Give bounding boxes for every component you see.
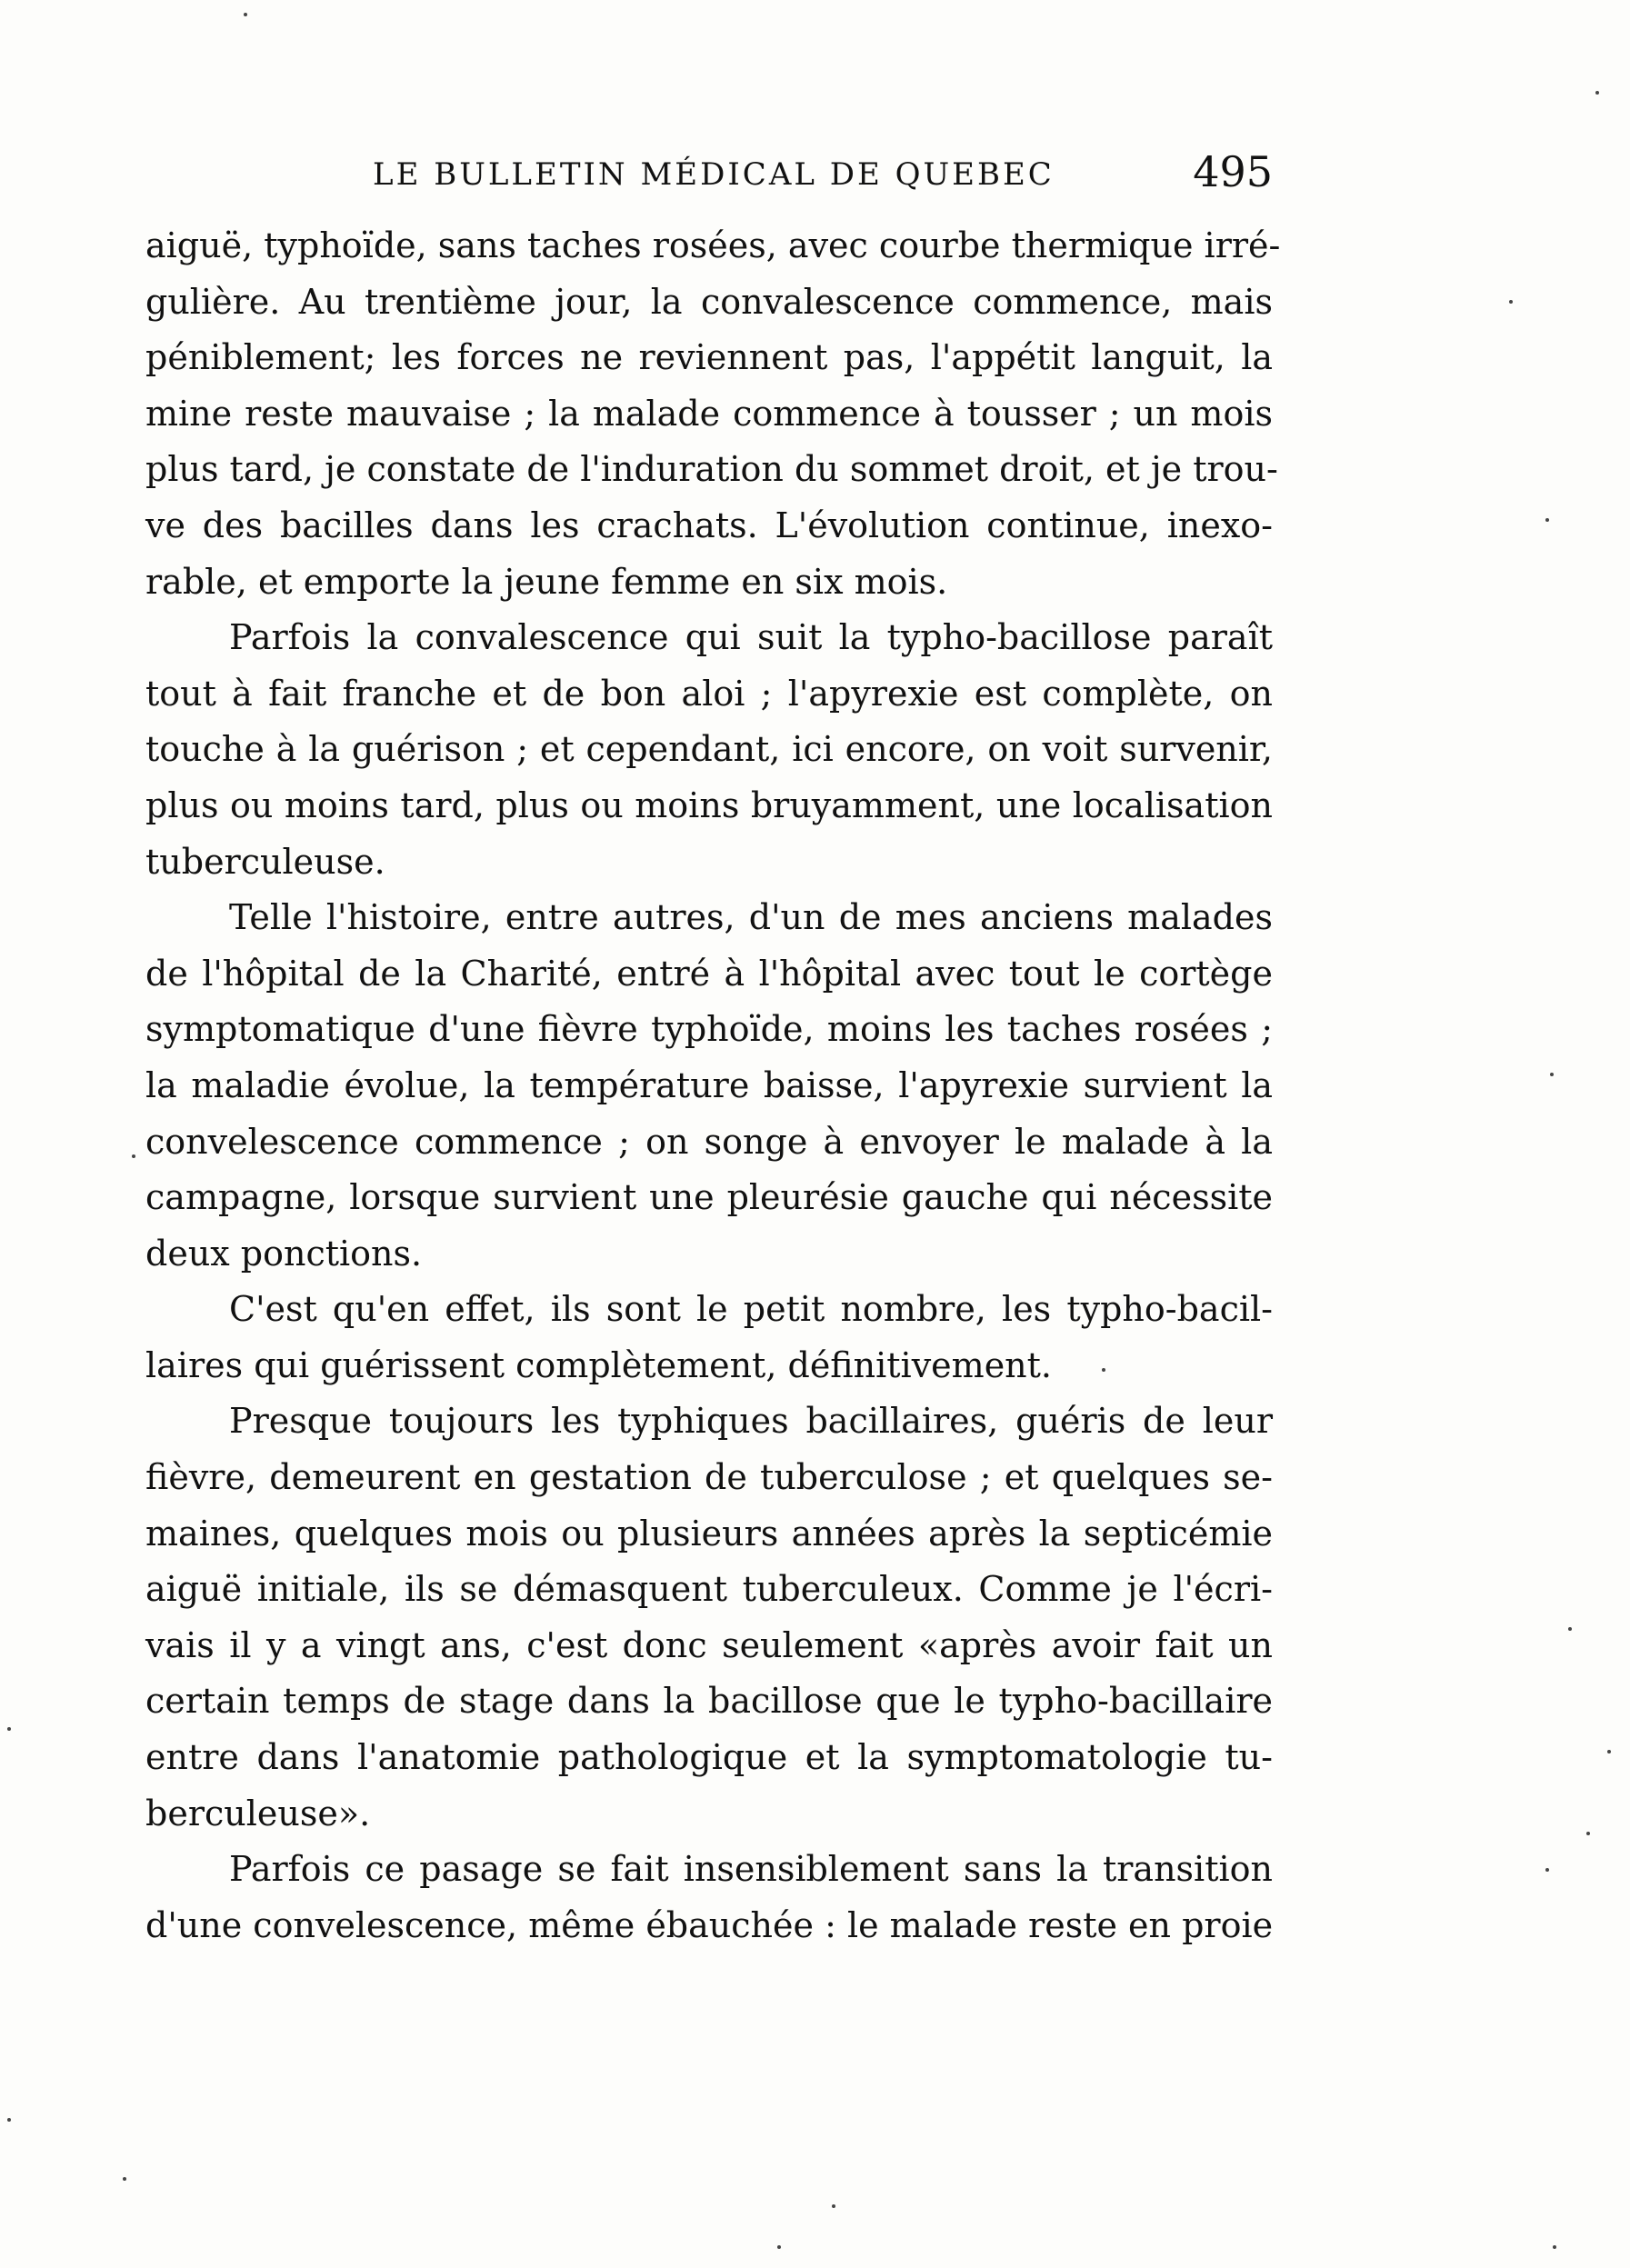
text-line: Parfois ce pasage se fait insensiblement sans la transition [229,1849,1273,1890]
text-line: de l'hôpital de la Charité, entré à l'hôpital avec tout le cortège [145,953,1273,994]
text-line: tuberculeuse. [145,841,385,882]
scan-speck [244,13,247,16]
scan-speck [1553,2245,1556,2249]
text-line: touche à la guérison ; et cependant, ici encore, on voit survenir, [145,729,1273,770]
text-line: entre dans l'anatomie pathologique et la symptomatologie tu- [145,1737,1273,1778]
text-line: ve des bacilles dans les crachats. L'évolution continue, inexo- [145,505,1273,545]
text-line: d'une convelescence, même ébauchée : le malade reste en proie [145,1904,1274,1945]
page-number: 495 [1193,147,1273,196]
body-text [145,218,1281,1953]
scan-speck [1545,518,1549,522]
text-line: berculeuse». [145,1793,371,1833]
text-line: mine reste mauvaise ; la malade commence à tousser ; un mois [145,393,1273,434]
text-line: laires qui guérissent complètement, définitivement. [145,1344,1052,1385]
scan-speck [1586,1832,1590,1835]
scan-speck [123,2177,126,2181]
text-line: plus tard, je constate de l'induration du sommet droit, et je trou- [145,449,1278,490]
text-line: convelescence commence ; on songe à envoyer le malade à la [145,1121,1273,1162]
scan-speck [777,2245,781,2249]
text-line: fièvre, demeurent en gestation de tuberculose ; et quelques se- [145,1457,1273,1498]
text-line: aiguë, typhoïde, sans taches rosées, avec courbe thermique irré- [145,225,1281,265]
scan-speck [1102,1368,1105,1372]
scan-speck [1568,1627,1572,1631]
text-line: Telle l'histoire, entre autres, d'un de mes anciens malades [229,897,1273,938]
scan-speck [1550,1073,1554,1076]
running-head [145,136,1273,200]
text-line: Presque toujours les typhiques bacillaires, guéris de leur [229,1401,1273,1442]
scan-speck [1607,1750,1611,1753]
text-line: vais il y a vingt ans, c'est donc seulement «après avoir fait un [145,1624,1273,1665]
text-line: certain temps de stage dans la bacillose que le typho-bacillaire [145,1681,1273,1722]
scan-speck [7,2118,11,2122]
scan-speck [7,1727,11,1731]
running-title: LE BULLETIN MÉDICAL DE QUEBEC [373,156,1055,193]
scan-speck [1595,91,1599,95]
text-line: deux ponctions. [145,1233,423,1274]
text-line: C'est qu'en effet, ils sont le petit nombre, les typho-bacil- [229,1289,1273,1330]
text-line: symptomatique d'une fièvre typhoïde, moins les taches rosées ; [145,1009,1273,1050]
text-line: aiguë initiale, ils se démasquent tuberculeux. Comme je l'écri- [145,1569,1273,1610]
text-line: la maladie évolue, la température baisse, l'apyrexie survient la [145,1064,1273,1105]
text-line: plus ou moins tard, plus ou moins bruyamment, une localisation [145,784,1273,825]
text-line: péniblement; les forces ne reviennent pas, l'appétit languit, la [145,337,1273,378]
scan-speck [132,1154,135,1158]
text-line: Parfois la convalescence qui suit la typho-bacillose paraît [229,617,1273,658]
text-line: rable, et emporte la jeune femme en six mois. [145,561,948,602]
text-line: campagne, lorsque survient une pleurésie gauche qui nécessite [145,1177,1273,1218]
scan-speck [1545,1868,1549,1872]
text-line: tout à fait franche et de bon aloi ; l'apyrexie est complète, on [145,673,1273,714]
scan-speck [1509,300,1513,304]
text-line: gulière. Au trentième jour, la convalescence commence, mais [145,281,1273,322]
scan-speck [832,2204,835,2208]
text-line: maines, quelques mois ou plusieurs années après la septicémie [145,1513,1273,1554]
